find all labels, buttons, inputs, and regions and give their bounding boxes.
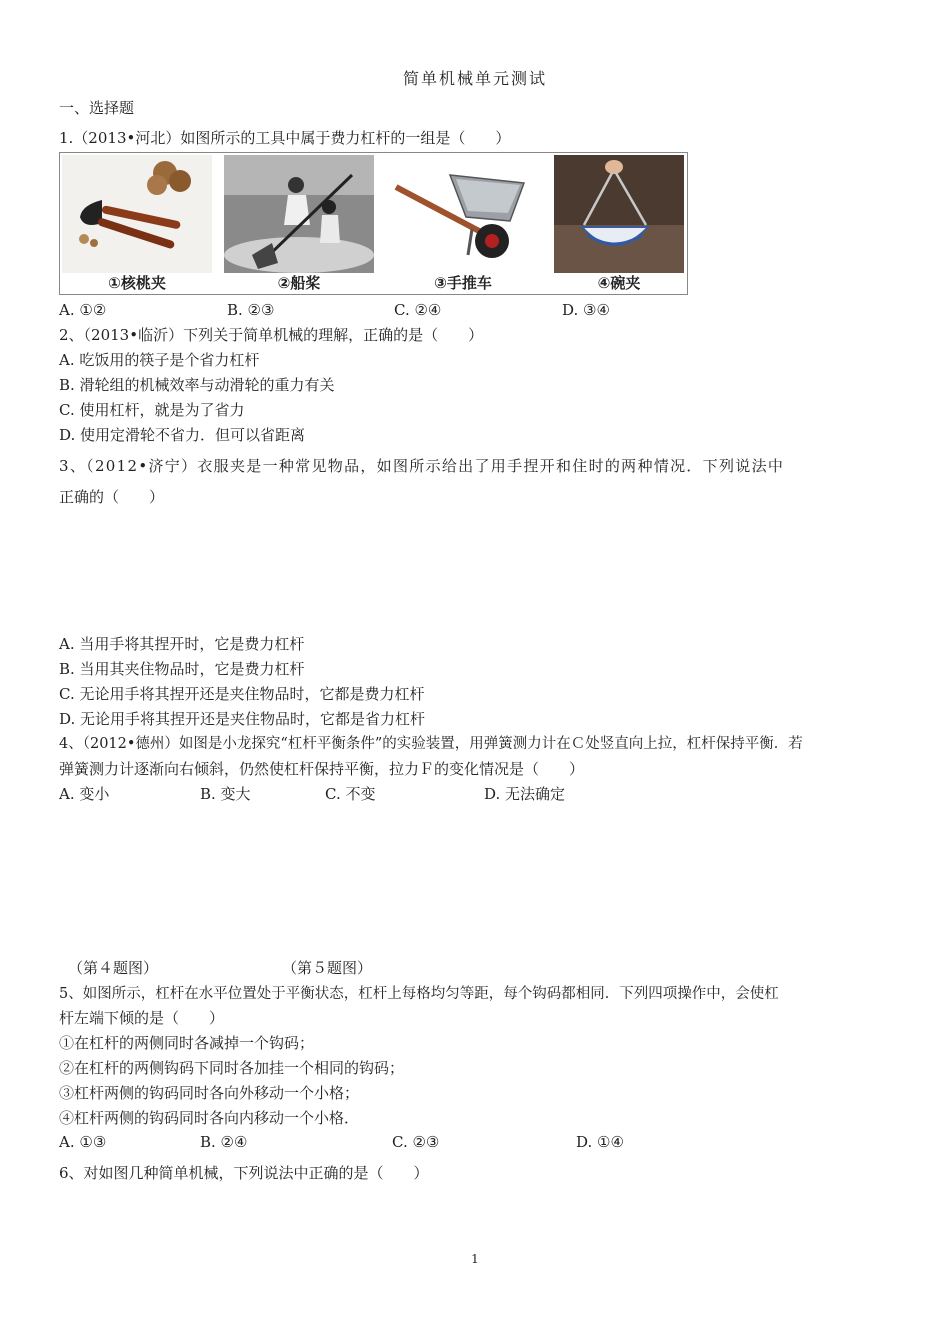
caption-wheelbarrow: ③手推车	[388, 274, 538, 292]
q2-option-a[interactable]: A. 吃饭用的筷子是个省力杠杆	[59, 351, 260, 369]
q2-option-b[interactable]: B. 滑轮组的机械效率与动滑轮的重力有关	[59, 376, 335, 394]
caption-nutcracker: ①核桃夹	[62, 274, 212, 292]
caption-oar: ②船桨	[224, 274, 374, 292]
q5-item-2: ②在杠杆的两侧钩码下同时各加挂一个相同的钩码；	[59, 1059, 405, 1077]
q2-stem: 2、（2013•临沂）下列关于简单机械的理解，正确的是（ ）	[59, 326, 484, 344]
q3-option-a[interactable]: A. 当用手将其捏开时，它是费力杠杆	[59, 635, 305, 653]
caption-bowl-clamp: ④碗夹	[554, 274, 684, 292]
q2-option-d[interactable]: D. 使用定滑轮不省力．但可以省距离	[59, 426, 306, 444]
oar-image	[224, 155, 374, 292]
q6-stem: 6、对如图几种简单机械，下列说法中正确的是（ ）	[59, 1164, 429, 1182]
nutcracker-image	[62, 155, 212, 292]
q5-stem-line2: 杆左端下倾的是（ ）	[59, 1009, 225, 1027]
q5-option-d[interactable]: D. ①④	[576, 1133, 624, 1151]
q4-option-a[interactable]: A. 变小	[59, 785, 110, 803]
q2-option-c[interactable]: C. 使用杠杆，就是为了省力	[59, 401, 245, 419]
q5-item-4: ④杠杆两侧的钩码同时各向内移动一个小格．	[59, 1109, 360, 1127]
q5-option-b[interactable]: B. ②④	[200, 1133, 248, 1151]
q3-stem-line1: 3、（2012•济宁）衣服夹是一种常见物品，如图所示给出了用手捏开和住时的两种情况．下列说法中	[59, 457, 785, 475]
q5-stem-line1: 5、如图所示，杠杆在水平位置处于平衡状态，杠杆上每格均匀等距，每个钩码都相同．下列四项操作中，会使杠	[59, 986, 779, 1002]
fig5-label: （第５题图）	[282, 959, 373, 977]
q3-stem-line2: 正确的（ ）	[59, 488, 165, 506]
q1-figure	[59, 152, 688, 295]
bowl-clamp-image	[554, 155, 684, 292]
q1-option-c[interactable]: C. ②④	[394, 301, 442, 319]
document-title: 简单机械单元测试	[402, 69, 547, 88]
section-heading: 一、选择题	[59, 99, 135, 117]
q1-option-a[interactable]: A. ①②	[59, 301, 107, 319]
page-number: 1	[471, 1252, 479, 1266]
q4-stem-line1: 4、（2012•德州）如图是小龙探究“杠杆平衡条件”的实验装置，用弹簧测力计在Ｃ处竖直向上拉，杠杆保持平衡．若	[59, 736, 803, 752]
q4-option-d[interactable]: D. 无法确定	[484, 785, 566, 803]
wheelbarrow-image	[388, 155, 538, 292]
q3-option-d[interactable]: D. 无论用手将其捏开还是夹住物品时，它都是省力杠杆	[59, 710, 426, 728]
q4-stem-line2: 弹簧测力计逐渐向右倾斜，仍然使杠杆保持平衡，拉力Ｆ的变化情况是（ ）	[59, 760, 585, 778]
q5-item-1: ①在杠杆的两侧同时各减掉一个钩码；	[59, 1034, 315, 1052]
q3-option-c[interactable]: C. 无论用手将其捏开还是夹住物品时，它都是费力杠杆	[59, 685, 425, 703]
q4-option-b[interactable]: B. 变大	[200, 785, 251, 803]
q5-item-3: ③杠杆两侧的钩码同时各向外移动一个小格；	[59, 1084, 360, 1102]
q1-option-b[interactable]: B. ②③	[227, 301, 275, 319]
q4-option-c[interactable]: C. 不变	[325, 785, 376, 803]
q1-option-d[interactable]: D. ③④	[562, 301, 610, 319]
q5-option-c[interactable]: C. ②③	[392, 1133, 440, 1151]
q5-option-a[interactable]: A. ①③	[59, 1133, 107, 1151]
q3-option-b[interactable]: B. 当用其夹住物品时，它是费力杠杆	[59, 660, 305, 678]
q1-stem: 1.（2013•河北）如图所示的工具中属于费力杠杆的一组是（ ）	[59, 129, 511, 147]
fig4-label: （第４题图）	[68, 959, 159, 977]
